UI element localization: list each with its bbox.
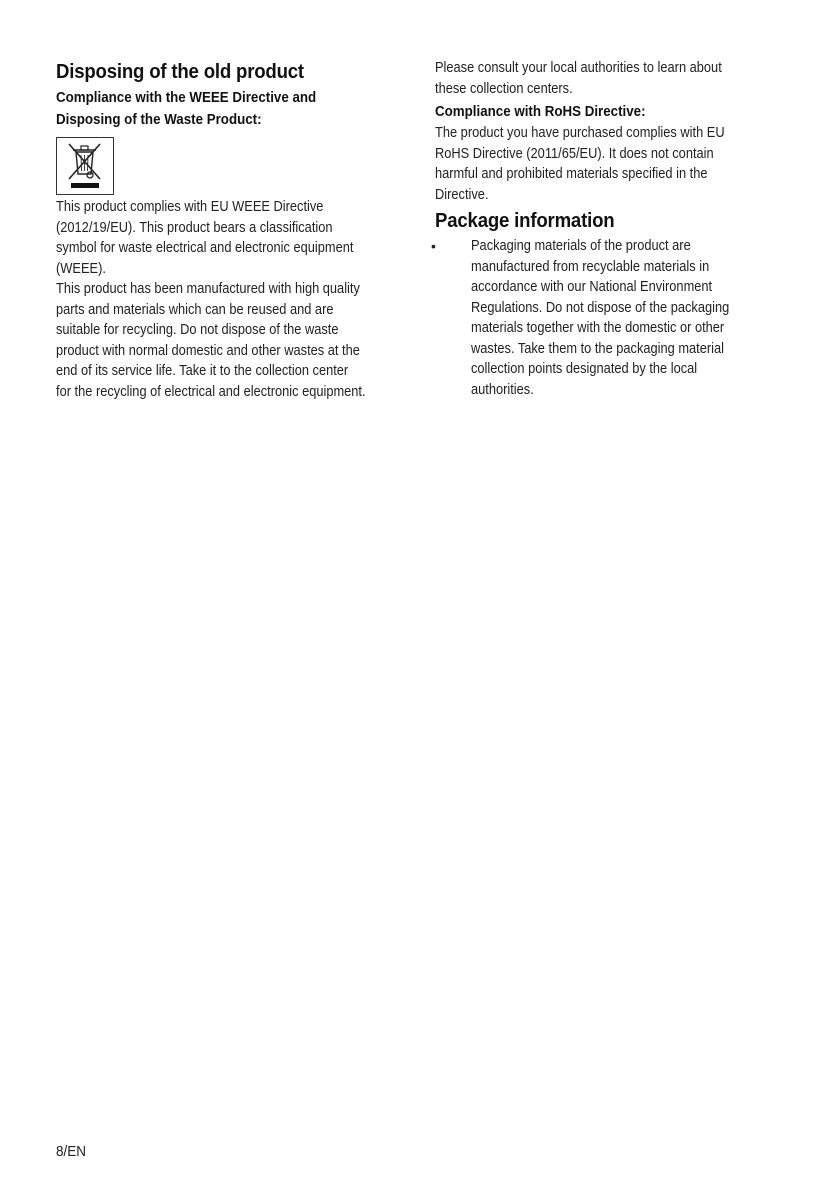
crossed-out-wheelie-bin-icon	[56, 137, 114, 195]
text-line: The product you have purchased complies with EU	[435, 125, 725, 141]
text-line: RoHS Directive (2011/65/EU). It does not contain	[435, 145, 714, 162]
package-bullet-item	[431, 236, 765, 400]
collection-centers-paragraph	[435, 58, 765, 99]
text-line: wastes. Take them to the packaging material	[471, 340, 724, 357]
text-line: collection points designated by the local	[471, 361, 698, 377]
text-line: (2012/19/EU). This product bears a classification	[56, 219, 333, 236]
rohs-subheading: Compliance with RoHS Directive:	[435, 104, 646, 120]
page-number: 8/EN	[56, 1143, 87, 1160]
text-line: materials together with the domestic or other	[471, 320, 725, 336]
text-line: This product complies with EU WEEE Directive	[56, 199, 324, 215]
rohs-paragraph	[435, 123, 765, 205]
text-line: Regulations. Do not dispose of the packaging	[471, 299, 730, 316]
text-line: Packaging materials of the product are	[471, 238, 691, 254]
right-column	[431, 58, 765, 400]
text-line: these collection centers.	[435, 80, 573, 97]
weee-subheading-line-2: Disposing of the Waste Product:	[56, 112, 262, 128]
text-line: accordance with our National Environment	[471, 279, 713, 295]
text-line: product with normal domestic and other wastes at the	[56, 342, 360, 359]
weee-subheading-line-1: Compliance with the WEEE Directive and	[56, 90, 317, 106]
weee-paragraph-1	[56, 197, 412, 279]
text-line: Please consult your local authorities to learn about	[435, 60, 722, 76]
section-heading-disposing: Disposing of the old product	[56, 61, 304, 83]
text-line: harmful and prohibited materials specified in the	[435, 166, 708, 182]
text-line: end of its service life. Take it to the collection center	[56, 363, 349, 379]
text-line: suitable for recycling. Do not dispose of the waste	[56, 322, 339, 338]
text-line: manufactured from recyclable materials in	[471, 258, 710, 275]
text-line: (WEEE).	[56, 260, 106, 277]
text-line: authorities.	[471, 381, 534, 398]
section-heading-package: Package information	[435, 210, 615, 232]
text-line: parts and materials which can be reused and are	[56, 301, 334, 318]
weee-paragraph-2	[56, 279, 412, 402]
bullet-icon: •	[431, 238, 436, 254]
text-line: Directive.	[435, 186, 489, 203]
text-line: This product has been manufactured with high quality	[56, 281, 360, 297]
text-line: for the recycling of electrical and electronic equipment.	[56, 383, 366, 400]
left-column	[56, 58, 412, 402]
text-line: symbol for waste electrical and electronic equipment	[56, 240, 354, 256]
